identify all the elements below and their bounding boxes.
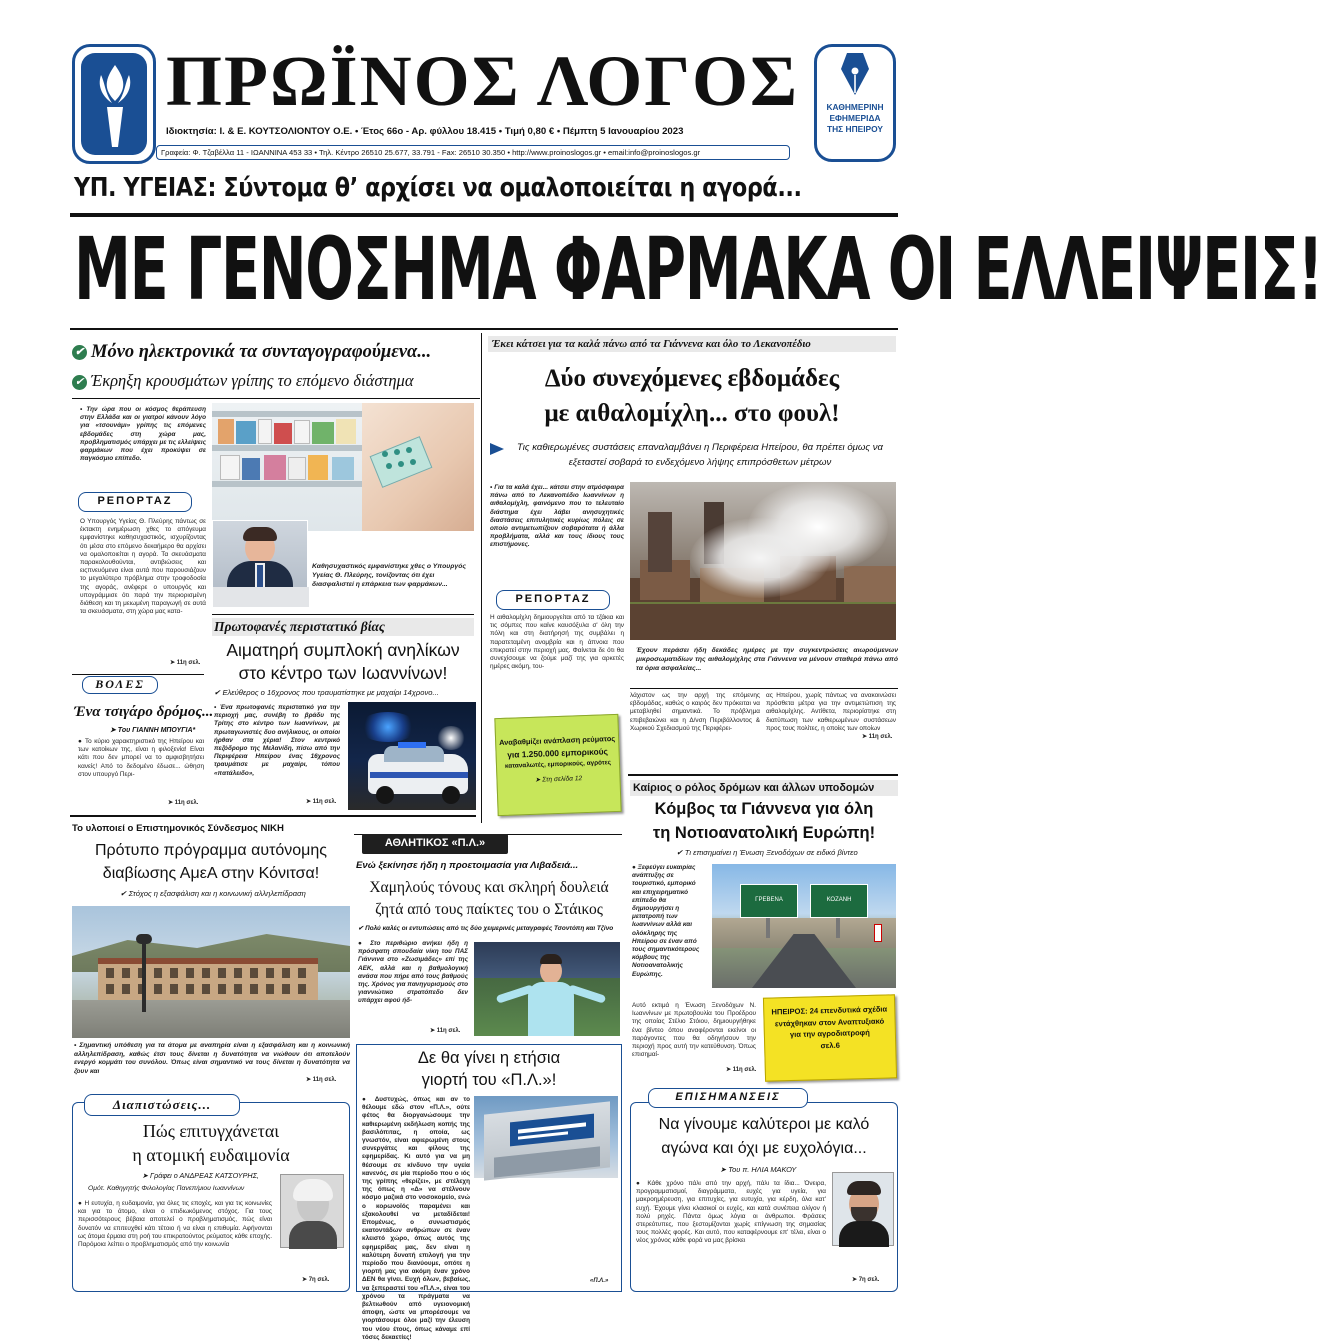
- smog-subhead: Τις καθιερωμένες συστάσεις επαναλαμβάνει η Περιφέρεια Ηπείρου, θα πρέπει όμως να εξεταστεί σοβαρά το ενδεχόμενο λήψης επιπρόσθετων μέτρων: [517, 442, 883, 468]
- konitsa-kicker: Το υλοποιεί ο Επιστημονικός Σύνδεσμος ΝΙΚΗ: [72, 823, 284, 834]
- minister-photo: [212, 520, 308, 606]
- pen-badge: [814, 44, 896, 162]
- konitsa-headline-2: διαβίωσης ΑμεΑ στην Κόνιτσα!: [102, 865, 320, 882]
- happiness-more: ➤ 7η σελ.: [302, 1277, 330, 1283]
- happiness-author: ➤ Γράφει ο ΑΝΔΡΕΑΣ ΚΑΤΣΟΥΡΗΣ,: [142, 1171, 259, 1180]
- newspaper-building-photo: [474, 1096, 618, 1178]
- energy-note-ref: ➤ Στη σελίδα 12: [534, 775, 583, 784]
- author-photo: [280, 1174, 344, 1248]
- police-car-photo: [348, 702, 476, 810]
- konitsa-subhead: ✔ Στόχος η εξασφάλιση και η κοινωνική αλληλεπίδραση: [120, 889, 306, 898]
- roads-body-2: Αυτό εκτιμά η Ένωση Ξενοδόχων Ν. Ιωαννίνων με πρωτοβουλία του Προέδρου της οποίας Στέλιο Στόιου, δημιουργήθηκε ένα βίντεο όπου αναφέρονται εκείνοι οι παράγοντες που θα οδηγήσουν την περιοχή προς αυτή την κατεύθυνση. Όπως επισημαί-: [632, 1002, 756, 1059]
- violence-headline-2: στο κέντρο των Ιωαννίνων!: [238, 663, 448, 683]
- roads-more: ➤ 11η σελ.: [726, 1067, 757, 1073]
- voles-top-divider: [72, 674, 204, 675]
- roads-kicker: Καίριος ο ρόλος δρόμων και άλλων υποδομών: [630, 780, 898, 796]
- lead-report-badge: ΡΕΠΟΡΤΑΖ: [78, 492, 192, 512]
- arrow-icon: [490, 443, 504, 455]
- lead-body: Ο Υπουργός Υγείας Θ. Πλεύρης πάντως σε έκτακτη ενημέρωση χθες το απόγευμα εμφανίστηκε καθησυχαστικός, ισχυρίζοντας ότι μέσα στο επόμενο δεκαήμερο θα αρχίσει να ομαλοποιείται η αγορά. Τα σκευάσματα παρακολουθούνται, αντιβιώσεις και ειςπνευόμενα είναι αυτά που παρουσιάζουν το μεγαλύτερο πρόβλημα στην τροφοδοσία της αγοράς, ανέφερε ο υπουργός και υπογράμμισε ότι παρά την περιορισμένη διάθεση και τη μειωμένη παραγωγή σε αυτά τα σκευάσματα, στη χώρα μας κατα-: [80, 518, 206, 616]
- coach-photo: [474, 942, 620, 1036]
- office-line: Γραφεία: Φ. Τζαβέλλα 11 - ΙΩΑΝΝΙΝΑ 453 33 • Τηλ. Κέντρο 26510 25.677, 33.791 - Fax: 26510 30.350 • http://www.proinoslogos.gr • email:info@proinoslogos.gr: [156, 145, 790, 160]
- lead-more: ➤ 11η σελ.: [170, 660, 201, 666]
- konitsa-headline-1: Πρότυπο πρόγραμμα αυτόνομης: [94, 842, 328, 859]
- sports-body: ● Στο περιθώριο ανήκει ήδη η πρόσφατη σπουδαία νίκη του ΠΑΣ Γιάννινα στο «Ζωσιμάδες» επί της ΑΕΚ, αλλά και η βαθμολογική ανάσα που πήρε από τους βαθμούς της. Χρόνος για πανηγυρισμούς στο γιαννιώτικο στρατόπεδο δεν υπάρχει αφού ήδ-: [358, 940, 468, 1005]
- lead-bullet-2: ✔ Έκρηξη κρουσμάτων γρίπης το επόμενο διάστημα: [72, 369, 482, 393]
- smog-more: ➤ 11η σελ.: [862, 734, 893, 740]
- center-column-divider: [481, 333, 482, 823]
- better-more: ➤ 7η σελ.: [852, 1277, 880, 1283]
- check-icon: ✔: [72, 345, 87, 360]
- better-badge: ΕΠΙΣΗΜΑΝΣΕΙΣ: [648, 1088, 808, 1108]
- voles-body: ● Το κύριο χαρακτηριστικό της Ηπείρου και των κατοίκων της, είναι η φιλοξενία! Είναι κάτι που δεν μπορεί να το αμφισβητήσει κανείς! Από το δεδομένο έδωσε... ώθηση στον υπουργό Περι-: [78, 738, 204, 778]
- sports-subhead: ✔ Πολύ καλές οι εντυπώσεις από τις δύο χειμερινές μεταγραφές Τσοντόπη και Τζίνο: [358, 925, 614, 932]
- better-author: ➤ Του π. ΗΛΙΑ ΜΑΚΟΥ: [720, 1165, 797, 1174]
- energy-note-line-1: Αναβαθμίζει ανάπλαση ρεύματος: [499, 733, 616, 748]
- violence-kicker: Πρωτοφανές περιστατικό βίας: [212, 618, 474, 636]
- sports-kicker: Ενώ ξεκίνησε ήδη η προετοιμασία για Λιβαδειά...: [356, 860, 579, 871]
- roads-subhead: ✔ Τι επισημαίνει η Ένωση Ξενοδόχων σε ειδικό βίντεο: [676, 848, 858, 857]
- konitsa-building-photo: [72, 906, 350, 1038]
- happiness-headline-1: Πώς επιτυγχάνεται: [142, 1121, 280, 1141]
- smog-headline-1: Δύο συνεχόμενες εβδομάδες: [544, 365, 840, 392]
- daily-label-3: ΤΗΣ ΗΠΕΙΡΟΥ: [827, 124, 883, 134]
- daily-label-1: ΚΑΘΗΜΕΡΙΝΗ: [826, 102, 884, 112]
- happiness-headline-2: η ατομική ευδαιμονία: [132, 1145, 290, 1165]
- masthead: [72, 41, 898, 166]
- smog-col2: λάχιστον ως την αρχή της επόμενης εβδομάδας, καθώς ο καιρός δεν πρόκειται να μεταβληθεί σημαντικά. Το πρόβλημα επιβεβαιώνει και η Δ/νση Περιβάλλοντος & Χωρικού Σχεδιασμού της Περιφέρει-: [630, 692, 760, 732]
- bullets-divider: [72, 398, 480, 399]
- lead-caption-divider: [212, 614, 474, 615]
- celebration-body: ● Δυστυχώς, όπως και αν το θέλουμε εδώ στον «Π.Λ.», ούτε φέτος θα διοργανώσουμε την καθιερωμένη εκδήλωση κοπής της βασιλόπιτας, η οποία, ως γνωστόν, είναι αφιερωμένη στους συνεργάτες και φίλους της εφημερίδας. Κι αυτό για να μη θέσουμε σε κίνδυνο την υγεία κανενός, σε μία περίοδο που ο ιός της γρίπης «θερίζει», με στέλεχη της όπως η «Δ» να στέλνουν κόσμο μαζικά στο νοσοκομείο, ενώ ο κορωνοϊός παραμένει και εξακολουθεί να μεταδίδεται! Επομένως, ο συνωστισμός εκατοντάδων ανθρώπων σε έναν κλειστό χώρο, όπως αυτός της εφημερίδας μας, δεν είναι η καλύτερη δυνατή επιλογή για την περίοδο που διανύουμε, οπότε η γιορτή μας για ακόμη έναν χρόνο ΔΕΝ θα γίνει. Ευχή όλων, βεβαίως, να ξεπεραστεί του «Π.Λ.», είναι του χρόνου τα πράγματα να βελτιωθούν από υγειονομική άποψη, ώστε να μπορέσουμε να γιορτάσουμε όλοι μαζί την έλευση του νέου έτους, όπως κάναμε επί τόσες δεκαετίες!: [362, 1096, 470, 1341]
- voles-author: ➤ Του ΓΙΑΝΝΗ ΜΠΟΥΓΙΑ*: [110, 727, 196, 734]
- celebration-headline-1: Δε θα γίνει η ετήσια: [417, 1049, 561, 1067]
- smog-caption: Έχουν περάσει ήδη δεκάδες ημέρες με την συγκεντρώσεις αιωρούμενων μικροσωματιδίων της αιθαλομίχλης στα Γιάννενα να μένουν σταθερά πάνω από τα όρια ασφαλείας...: [636, 647, 898, 672]
- torch-icon: [95, 61, 135, 151]
- road-sign-right: ΚΟΖΑΝΗ: [810, 884, 868, 918]
- celebration-headline-2: γιορτή του «Π.Λ.»!: [421, 1071, 557, 1089]
- voles-badge: ΒΟΛΕΣ: [82, 676, 158, 694]
- lead-headline: ΜΕ ΓΕΝΟΣΗΜΑ ΦΑΡΜΑΚΑ ΟΙ ΕΛΛΕΙΨΕΙΣ!: [74, 220, 1322, 320]
- voles-bottom-divider: [70, 815, 476, 817]
- celebration-sign: «Π.Λ.»: [590, 1278, 609, 1284]
- violence-more: ➤ 11η σελ.: [306, 799, 337, 805]
- violence-subhead: ✔ Ελεύθερος ο 16χρονος που τραυματίστηκε με μαχαίρι 14χρονο...: [214, 688, 439, 697]
- torch-logo: [72, 44, 156, 164]
- smog-caption-divider: [630, 688, 898, 689]
- sports-headline-2: ζητά από τους παίκτες του ο Στάικος: [375, 901, 603, 918]
- priest-photo: [832, 1172, 894, 1246]
- energy-note-line-3: καταναλωτές, εμπορικούς, αγρότες: [504, 759, 612, 770]
- daily-label-2: ΕΦΗΜΕΡΙΔΑ: [829, 113, 881, 123]
- violence-headline-1: Αιματηρή συμπλοκή ανηλίκων: [226, 640, 460, 660]
- pen-nib-icon: [835, 51, 875, 97]
- smog-photo: [630, 482, 896, 640]
- check-icon: ✔: [72, 375, 87, 390]
- lead-bullet-1: ✔ Μόνο ηλεκτρονικά τα συνταγογραφούμενα...: [72, 340, 482, 364]
- roads-top-divider: [628, 774, 898, 776]
- owner-line: Ιδιοκτησία: Ι. & Ε. ΚΟΥΤΣΟΛΙΟΝΤΟΥ Ο.Ε. • Έτος 66ο - Αρ. φύλλου 18.415 • Τιμή 0,80 € • Πέμπτη 5 Ιανουαρίου 2023: [166, 126, 684, 137]
- smog-intro: • Για τα καλά έχει... κάτσει στην ατμόσφαιρα πάνω από το Λεκανοπέδιο Ιωαννίνων η αιθαλομίχλη, φαινόμενο που το τελευταίο διάστημα έχει λάβει ανησυχητικές διαστάσεις επιτυλητικές κυρίως πόλεις σε οποίο αντιμετωπίζουν σοβαρότατα ή άλλα προβλήματα, αλλά και τους ίδιους τους επιστήμονες.: [490, 484, 624, 549]
- better-headline-2: αγώνα και όχι με ευχολόγια...: [661, 1140, 867, 1157]
- roads-body: ● Ξεφεύγει ευκαιρίας ανάπτυξης σε τουριστικό, εμπορικό και επιχειρηματικό επίπεδο θα δημιουργήσει η μετατροπή των Ιωαννίνων αλλά και ολόκληρης της Ηπείρου σε έναν από τους σημαντικότερους κόμβους της Νοτιοανατολικής Ευρώπης.: [632, 864, 700, 978]
- lead-divider: [70, 213, 898, 217]
- smog-headline-2: με αιθαλομίχλη... στο φουλ!: [544, 400, 840, 427]
- voles-headline: Ένα τσιγάρο δρόμος...: [74, 704, 214, 720]
- investment-note: [763, 994, 897, 1081]
- highway-photo: [712, 864, 896, 988]
- smog-col3: ας Ηπείρου, χωρίς πάντως να ανακοινώσει πρόσθετα μέτρα για την αντιμετώπιση της αιθαλομίχλης. Αντίθετα, περιορίστηκε στη διατύπωση των καθιερωμένων συστάσεων προς τους πολίτες, η οποίες των οποίων: [766, 692, 896, 732]
- konitsa-more: ➤ 11η σελ.: [306, 1077, 337, 1083]
- konitsa-caption: • Σημαντική υπόθεση για τα άτομα με αναπηρία είναι η εξασφάλιση και η κοινωνική αλληλεπίδραση, καθώς έτσι τους δίνεται η δυνατότητα να νιώθουν ότι αποτελούν ενεργό κομμάτι του συνόλου. Όπως είναι σημαντικό να τους δίνεται η δυνατότητα να ζουν και: [74, 1042, 350, 1075]
- lead-divider-bottom: [70, 328, 898, 330]
- sports-more: ➤ 11η σελ.: [430, 1028, 461, 1034]
- energy-note: [494, 714, 621, 816]
- lead-intro: • Την ώρα που οι κόσμος θεράπευση στην Ελλάδα και οι γιατροί κάνουν λόγο για «τσουνάμι» γρίπης τις επόμενες εβδομάδες στη χώρα μας, προβληματισμός υπάρχει με τις ελλείψεις φαρμάκων που έχει προκύψει σε παγκόσμιο επίπεδο.: [80, 406, 206, 463]
- sports-badge: ΑΘΛΗΤΙΚΟΣ «Π.Λ.»: [362, 834, 508, 854]
- smog-kicker: Έκει κάτσει για τα καλά πάνω από τα Γιάννενα και όλο το Λεκανοπέδιο: [488, 336, 896, 352]
- lead-kicker: ΥΠ. ΥΓΕΙΑΣ: Σύντομα θ’ αρχίσει να ομαλοποιείται η αγορά...: [74, 173, 802, 203]
- investment-note-text: ΗΠΕΙΡΟΣ: 24 επενδυτικά σχέδια εντάχθηκαν στον Αναπτυξιακό για την αγροδιατροφή: [771, 1004, 888, 1040]
- better-headline-1: Να γίνουμε καλύτεροι με καλό: [658, 1116, 870, 1133]
- newspaper-title: ΠΡΩΪΝΟΣ ΛΟΓΟΣ: [166, 41, 800, 121]
- roads-headline-2: τη Νοτιοανατολική Ευρώπη!: [652, 824, 876, 842]
- happiness-badge: Διαπιστώσεις...: [84, 1094, 240, 1116]
- smog-body: Η αιθαλομίχλη δημιουργείται από τα τζάκια και τις σόμπες που καίνε καυσόξυλα σ' όλη την πόλη και στη διατήρησή της συμβάλει η παρατεταμένη ανομβρία και η άπνοια που επικρατεί στην περιοχή μας. Φαίνεται δε ότι θα συνεχίσουμε να ζούμε μαζί της για αρκετές ημέρες ακόμη, του-: [490, 614, 624, 671]
- pharmacy-photo: [212, 403, 474, 531]
- smog-report-badge: ΡΕΠΟΡΤΑΖ: [496, 590, 610, 610]
- investment-note-ref: σελ.6: [820, 1040, 840, 1050]
- happiness-author-title: Ομότ. Καθηγητής Φιλολογίας Πανεπ/μιου Ιωαννίνων: [88, 1185, 245, 1192]
- voles-more: ➤ 11η σελ.: [168, 800, 199, 806]
- violence-body: • Ένα πρωτοφανές περιστατικό για την περιοχή μας, συνέβη το βράδυ της Τρίτης στο κέντρο των Ιωαννίνων, με πρωταγωνιστές δυο ανήλικους, οι οποίοι ήρθαν στα χέρια! Στον κεντρικό πεζόδρομο της Μελανίδη, πίσω από την Περιφέρεια Ηπείρου ένας 16χρονος τραυμάτισε με μαχαίρι, τόπου «πατάλειδο»,: [214, 704, 340, 777]
- road-sign-left: ΓΡΕΒΕΝΑ: [740, 884, 798, 918]
- better-body: ● Κάθε χρόνο πάλι από την αρχή, πάλι τα ίδια... Όνειρα, προγραμματισμοί, διαγράμματα, ευχές για υγεία, για μακροημέρευση, για επιτυχίες, για ευτυχία, για κέρδη, όλα κατ' ευχή. Έχουμε γίνει κλασικοί οι ευχές, και κατά συνέπεια ολίγον ή πολύ ρηχές. Πάντα όμως λόγια οι άνθρωποι. Φράσεις στερεότυπες, που ξεστομίζονται χωρίς επίγνωση της σημασίας τους πολλές φορές. Και αυτό, που καταφέρνουμε επ' τέλει, είναι ο νέος χρόνος κάθε φορά να μας βρίσκει: [636, 1180, 826, 1245]
- energy-note-line-2: για 1.250.000 εμπορικούς: [507, 746, 609, 760]
- happiness-body: ● Η ευτυχία, η ευδαιμονία, για όλες τις εποχές, και για τις κοινωνίες και για το άτομο, είναι ο επιδιωκόμενος στόχος. Για τους περισσότερους βέβαια αποτελεί ο προβληματισμός, πώς είναι δυνατόν να επιτευχθεί κάτι τέτοιο ή να είναι η επιθυμία. Αφήνονται ως άτομα έρμαια στη ροή του επικρατούντος ρεύματος κάθε εποχής. Παρόμοια λείπει ο προβληματισμός από την κοινωνία: [78, 1200, 272, 1249]
- sports-headline-1: Χαμηλούς τόνους και σκληρή δουλειά: [369, 879, 609, 896]
- lead-caption: Καθησυχαστικός εμφανίστηκε χθες ο Υπουργός Υγείας Θ. Πλεύρης, τονίζοντας ότι έχει διασφαλιστεί η επάρκεια των φαρμάκων...: [312, 563, 466, 588]
- roads-headline-1: Κόμβος τα Γιάννενα για όλη: [654, 800, 874, 818]
